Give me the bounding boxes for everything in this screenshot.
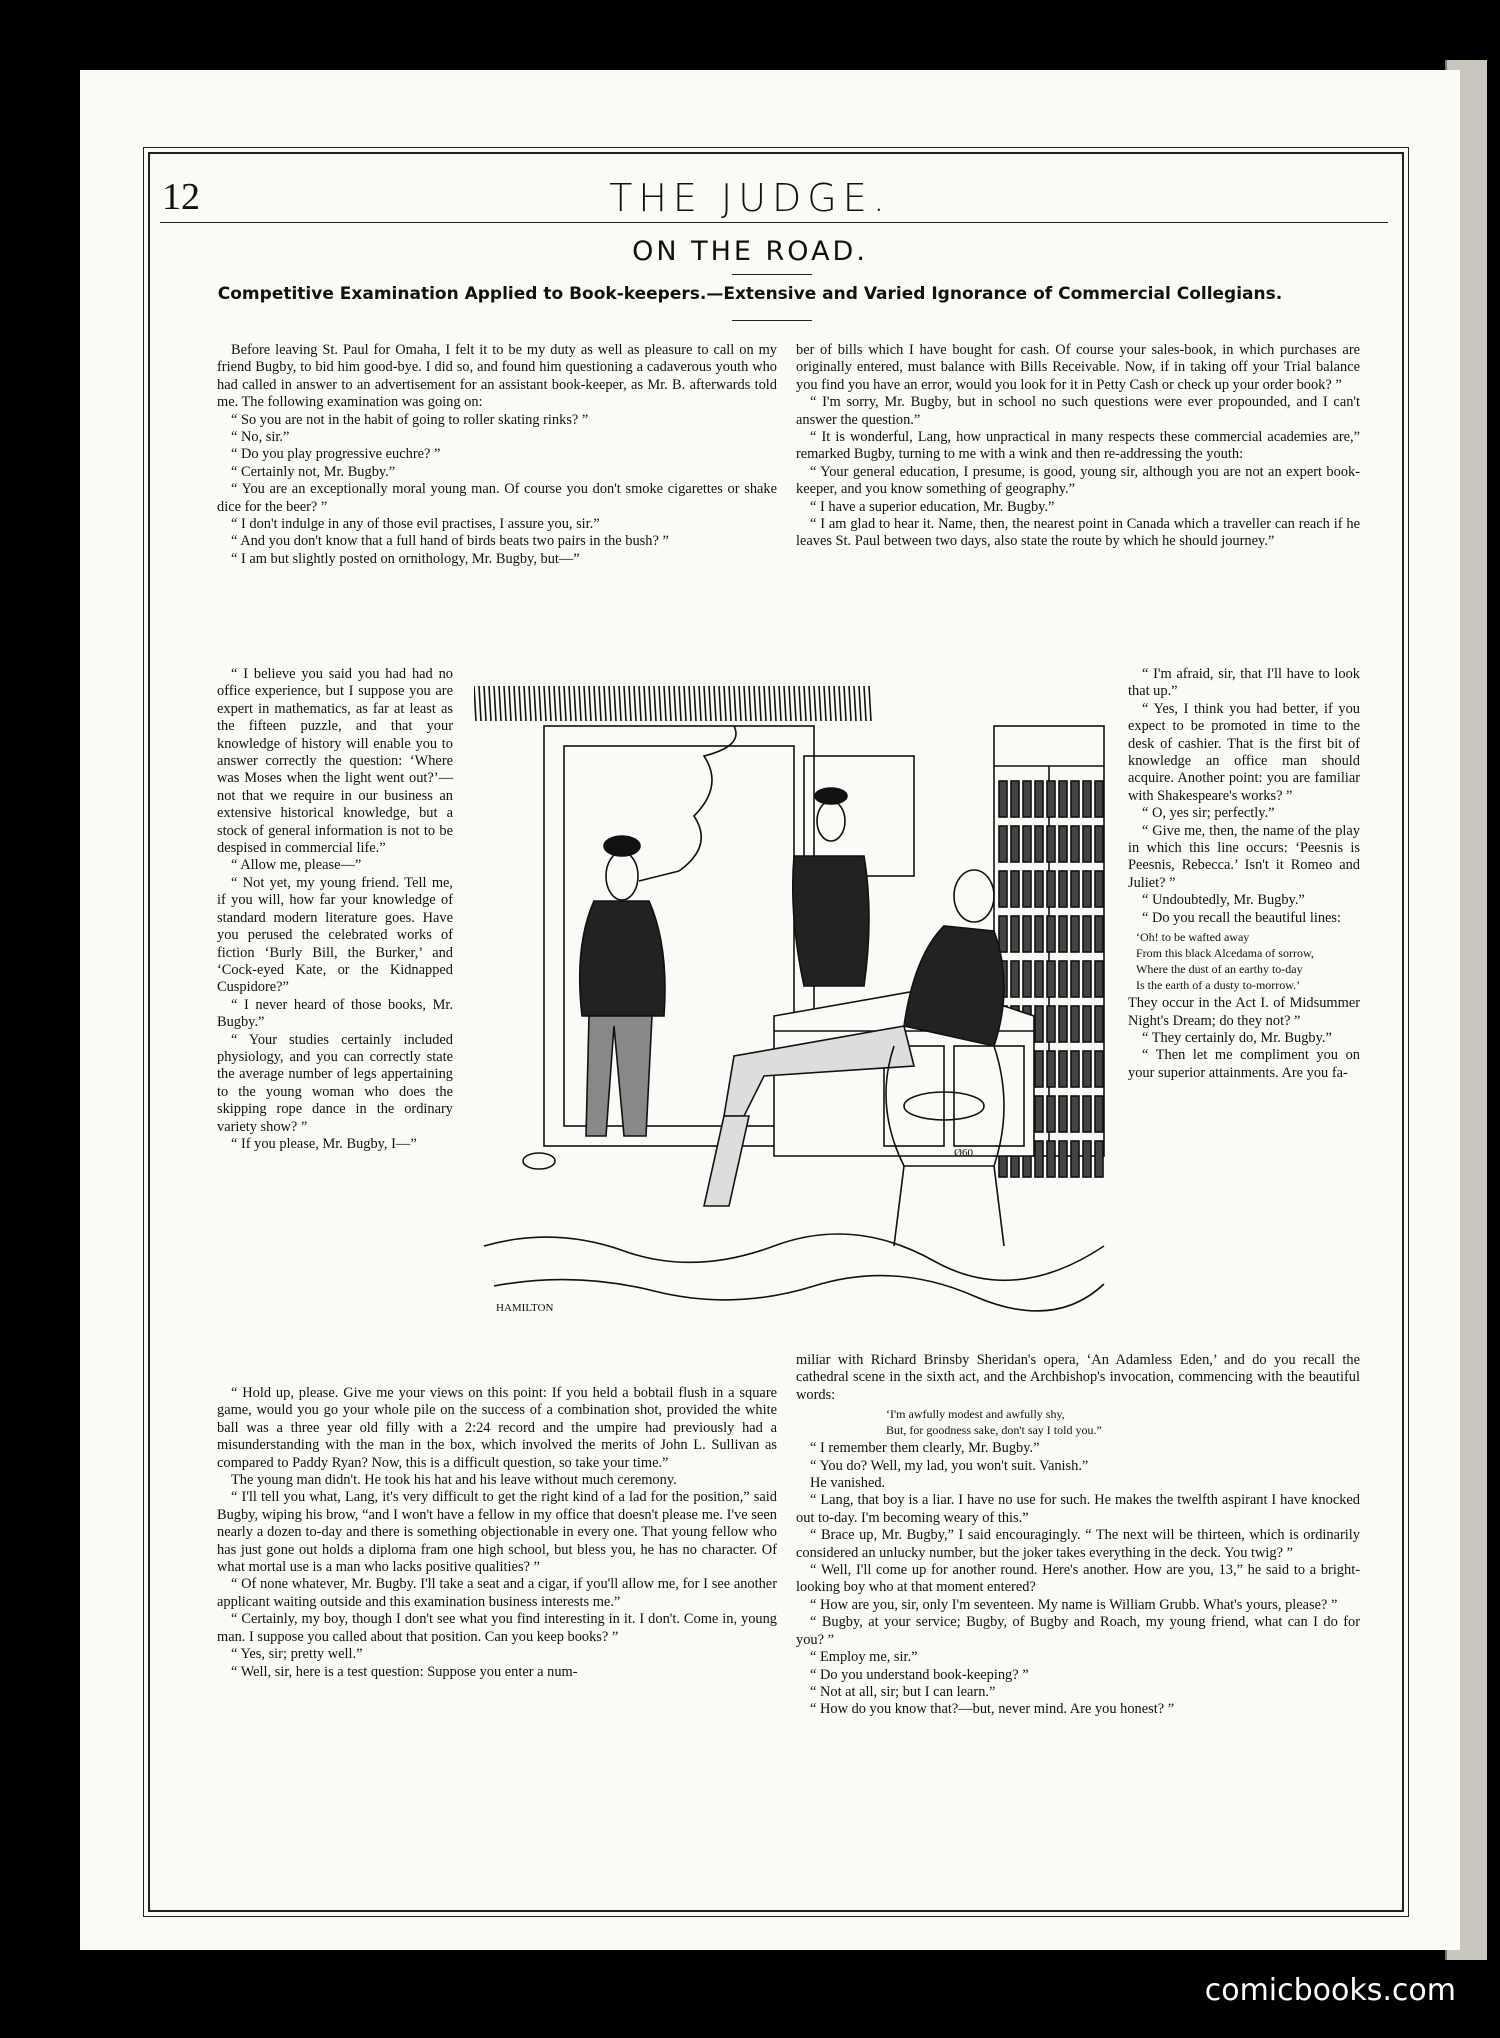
paragraph: “ Not at all, sir; but I can learn.”: [810, 1683, 996, 1700]
paragraph: “ Not yet, my young friend. Tell me, if you will, how far your knowledge of standard modern literature goes. Have you perused the celebrated works of fiction ‘Burly Bill, the Burker,’ and ‘Cock-eyed Kate, or the Kidnapped Cuspidore?”: [217, 874, 453, 996]
paragraph: They occur in the Act I. of Midsummer Night's Dream; do they not? ”: [1128, 995, 1360, 1029]
paragraph: “ I never heard of those books, Mr. Bugby.”: [217, 996, 453, 1031]
paragraph: “ Then let me compliment you on your superior attainments. Are you fa-: [1128, 1047, 1360, 1081]
poem-line: Is the earth of a dusty to-morrow.’: [1136, 978, 1301, 993]
column2-top: [796, 342, 1360, 551]
masthead-rule: [160, 222, 1388, 223]
paragraph: “ It is wonderful, Lang, how unpractical in many respects these commercial academies are,” remarked Bugby, turning to me with a wink and then re-addressing the youth:: [796, 429, 1360, 463]
paragraph: “ So you are not in the habit of going to roller skating rinks? ”: [231, 411, 589, 428]
paragraph: “ If you please, Mr. Bugby, I—”: [231, 1135, 417, 1152]
paragraph: “ Brace up, Mr. Bugby,” I said encouragingly. “ The next will be thirteen, which is ordinarily considered an unlucky number, but the joker takes everything in the deck. You twig? ”: [796, 1527, 1360, 1561]
paragraph: “ Well, sir, here is a test question: Suppose you enter a num-: [231, 1663, 578, 1680]
paragraph: “ I am glad to hear it. Name, then, the nearest point in Canada which a traveller can reach if he leaves St. Paul between two days, also state the route by which he should journey.”: [796, 516, 1360, 550]
subtitle: Competitive Examination Applied to Book-keepers.—Extensive and Varied Ignorance of Commercial Collegians.: [217, 284, 1283, 304]
paragraph: “ O, yes sir; perfectly.”: [1142, 805, 1275, 822]
paragraph: “ Lang, that boy is a liar. I have no use for such. He makes the twelfth aspirant I have knocked out to-day. I'm becoming weary of this.”: [796, 1492, 1360, 1526]
paragraph: “ Your studies certainly included physiology, and you can correctly state the average number of legs appertaining to the young woman who does the skipping rope dance in the ordinary variety show? ”: [217, 1031, 453, 1135]
paragraph: “ I'm afraid, sir, that I'll have to look that up.”: [1128, 666, 1360, 700]
poem-line: From this black Alcedama of sorrow,: [1136, 946, 1314, 961]
page-number: 12: [162, 176, 200, 218]
subtitle-rule: [732, 320, 812, 321]
paragraph: “ They certainly do, Mr. Bugby.”: [1142, 1029, 1332, 1046]
paragraph: “ Allow me, please—”: [231, 857, 362, 874]
paragraph: “ Give me, then, the name of the play in which this line occurs: ‘Peesnis is Peesnis, Rebecca.’ Isn't it Romeo and Juliet? ”: [1128, 822, 1360, 891]
paragraph: ber of bills which I have bought for cash. Of course your sales-book, in which purchases are originally entered, must balance with Bills Receivable. Now, if in taking off your Trial balance you find you have an error, would you look for it in Petty Cash or check up your order book? ”: [796, 342, 1360, 393]
paragraph: “ Yes, I think you had better, if you expect to be promoted in time to the desk of cashier. That is the first bit of knowledge an office man should acquire. Another point: you are familiar with Shakespeare's works? ”: [1128, 700, 1360, 804]
paragraph: “ Certainly not, Mr. Bugby.”: [231, 463, 396, 480]
paragraph: “ I am but slightly posted on ornithology, Mr. Bugby, but—”: [231, 550, 580, 567]
column1-top: [217, 342, 777, 568]
paragraph: “ I don't indulge in any of those evil practises, I assure you, sir.”: [231, 516, 600, 533]
poem-line: ‘I'm awfully modest and awfully shy,: [886, 1407, 1065, 1422]
column1-bottom: [217, 1385, 777, 1681]
paragraph: “ Hold up, please. Give me your views on this point: If you held a bobtail flush in a square game, would you go your whole pile on the success of a combination shot, provided the white ball was a three year old filly with a 2:24 record and the umpire had previously had a misunderstanding with the man in the box, which involved the merits of John L. Sullivan as compared to Paddy Ryan? Now, this is a difficult question, so take your time.”: [217, 1385, 777, 1471]
paragraph: “ Of none whatever, Mr. Bugby. I'll take a seat and a cigar, if you'll allow me, for I see another applicant waiting outside and this examination business interests me.”: [217, 1576, 777, 1610]
title-rule: [732, 274, 812, 275]
paragraph: “ Employ me, sir.”: [810, 1649, 918, 1666]
masthead: THE JUDGE.: [609, 176, 891, 220]
paragraph: “ Bugby, at your service; Bugby, of Bugby and Roach, my young friend, what can I do for you? ”: [796, 1614, 1360, 1648]
paragraph: “ I remember them clearly, Mr. Bugby.”: [810, 1440, 1040, 1457]
paragraph: “ Your general education, I presume, is good, young sir, although you are not an expert book-keeper, and you know something of geography.”: [796, 463, 1360, 498]
poem-line: But, for goodness sake, don't say I told you.”: [886, 1423, 1102, 1438]
paragraph: “ I have a superior education, Mr. Bugby.”: [810, 498, 1055, 515]
paragraph: The young man didn't. He took his hat and his leave without much ceremony.: [231, 1472, 677, 1489]
watermark: comicbooks.com: [1204, 1973, 1456, 2008]
paragraph: “ Do you understand book-keeping? ”: [810, 1666, 1029, 1683]
paragraph: “ I'll tell you what, Lang, it's very difficult to get the right kind of a lad for the position,” said Bugby, wiping his brow, “and I won't have a fellow in my office that doesn't please me. I've seen nearly a dozen to-day and there is something objectionable in every one. That young fellow who has just gone out holds a diploma fram one high school, but bless you, he has no character. Of what mortal use is a man who lacks positive qualities? ”: [217, 1489, 777, 1576]
column1-narrow: [217, 666, 453, 1153]
paragraph: miliar with Richard Brinsby Sheridan's opera, ‘An Adamless Eden,’ and do you recall the cathedral scene in the sixth act, and the Archbishop's invocation, commencing with the beautiful words:: [796, 1352, 1360, 1403]
illustrator-signature: HAMILTON: [496, 1302, 554, 1314]
paragraph: “ Do you recall the beautiful lines:: [1142, 909, 1342, 926]
paragraph: “ You are an exceptionally moral young man. Of course you don't smoke cigarettes or shake dice for the beer? ”: [217, 481, 777, 515]
paragraph: “ Do you play progressive euchre? ”: [231, 446, 441, 463]
poem-line: Where the dust of an earthy to-day: [1136, 962, 1303, 977]
poem-quote: [886, 1406, 1360, 1438]
column2-bottom: [796, 1352, 1360, 1719]
paragraph: “ How do you know that?—but, never mind. Are you honest? ”: [810, 1701, 1175, 1718]
desk-label: Ø60: [954, 1147, 973, 1159]
office-illustration: [474, 686, 1114, 1326]
paragraph: “ Undoubtedly, Mr. Bugby.”: [1142, 892, 1305, 909]
paragraph: “ Well, I'll come up for another round. Here's another. How are you, 13,” he said to a bright-looking boy who at that moment entered?: [796, 1562, 1360, 1596]
poem-stanza: [1136, 929, 1360, 993]
paragraph: Before leaving St. Paul for Omaha, I felt it to be my duty as well as pleasure to call on my friend Bugby, to bid him good-bye. I did so, and found him questioning a cadaverous youth who had called in answer to an advertisement for an assistant book-keeper, as Mr. B. afterwards told me. The following examination was going on:: [217, 342, 777, 411]
paragraph: He vanished.: [810, 1475, 886, 1492]
section-title: ON THE ROAD.: [632, 236, 868, 267]
paragraph: “ I'm sorry, Mr. Bugby, but in school no such questions were ever propounded, and I can't answer the question.”: [796, 394, 1360, 428]
paragraph: “ Yes, sir; pretty well.”: [231, 1646, 363, 1663]
paragraph: “ You do? Well, my lad, you won't suit. Vanish.”: [810, 1457, 1089, 1474]
paragraph: “ I believe you said you had had no office experience, but I suppose you are expert in mathematics, as far at least as the fifteen puzzle, and that your knowledge of history will enable you to answer correctly the question: ‘Where was Moses when the light went out?’—not that we require in our business an extensive historical knowledge, but a stock of general information is not to be despised in commercial life.”: [217, 666, 453, 857]
paragraph: “ And you don't know that a full hand of birds beats two pairs in the bush? ”: [231, 533, 669, 550]
poem-line: ‘Oh! to be wafted away: [1136, 930, 1250, 945]
paragraph: “ How are you, sir, only I'm seventeen. My name is William Grubb. What's yours, please? ”: [810, 1596, 1338, 1613]
paragraph: “ Certainly, my boy, though I don't see what you find interesting in it. I don't. Come in, young man. I suppose you called about that position. Can you keep books? ”: [217, 1611, 777, 1645]
column2-narrow: [1128, 666, 1360, 1082]
paragraph: “ No, sir.”: [231, 429, 290, 446]
